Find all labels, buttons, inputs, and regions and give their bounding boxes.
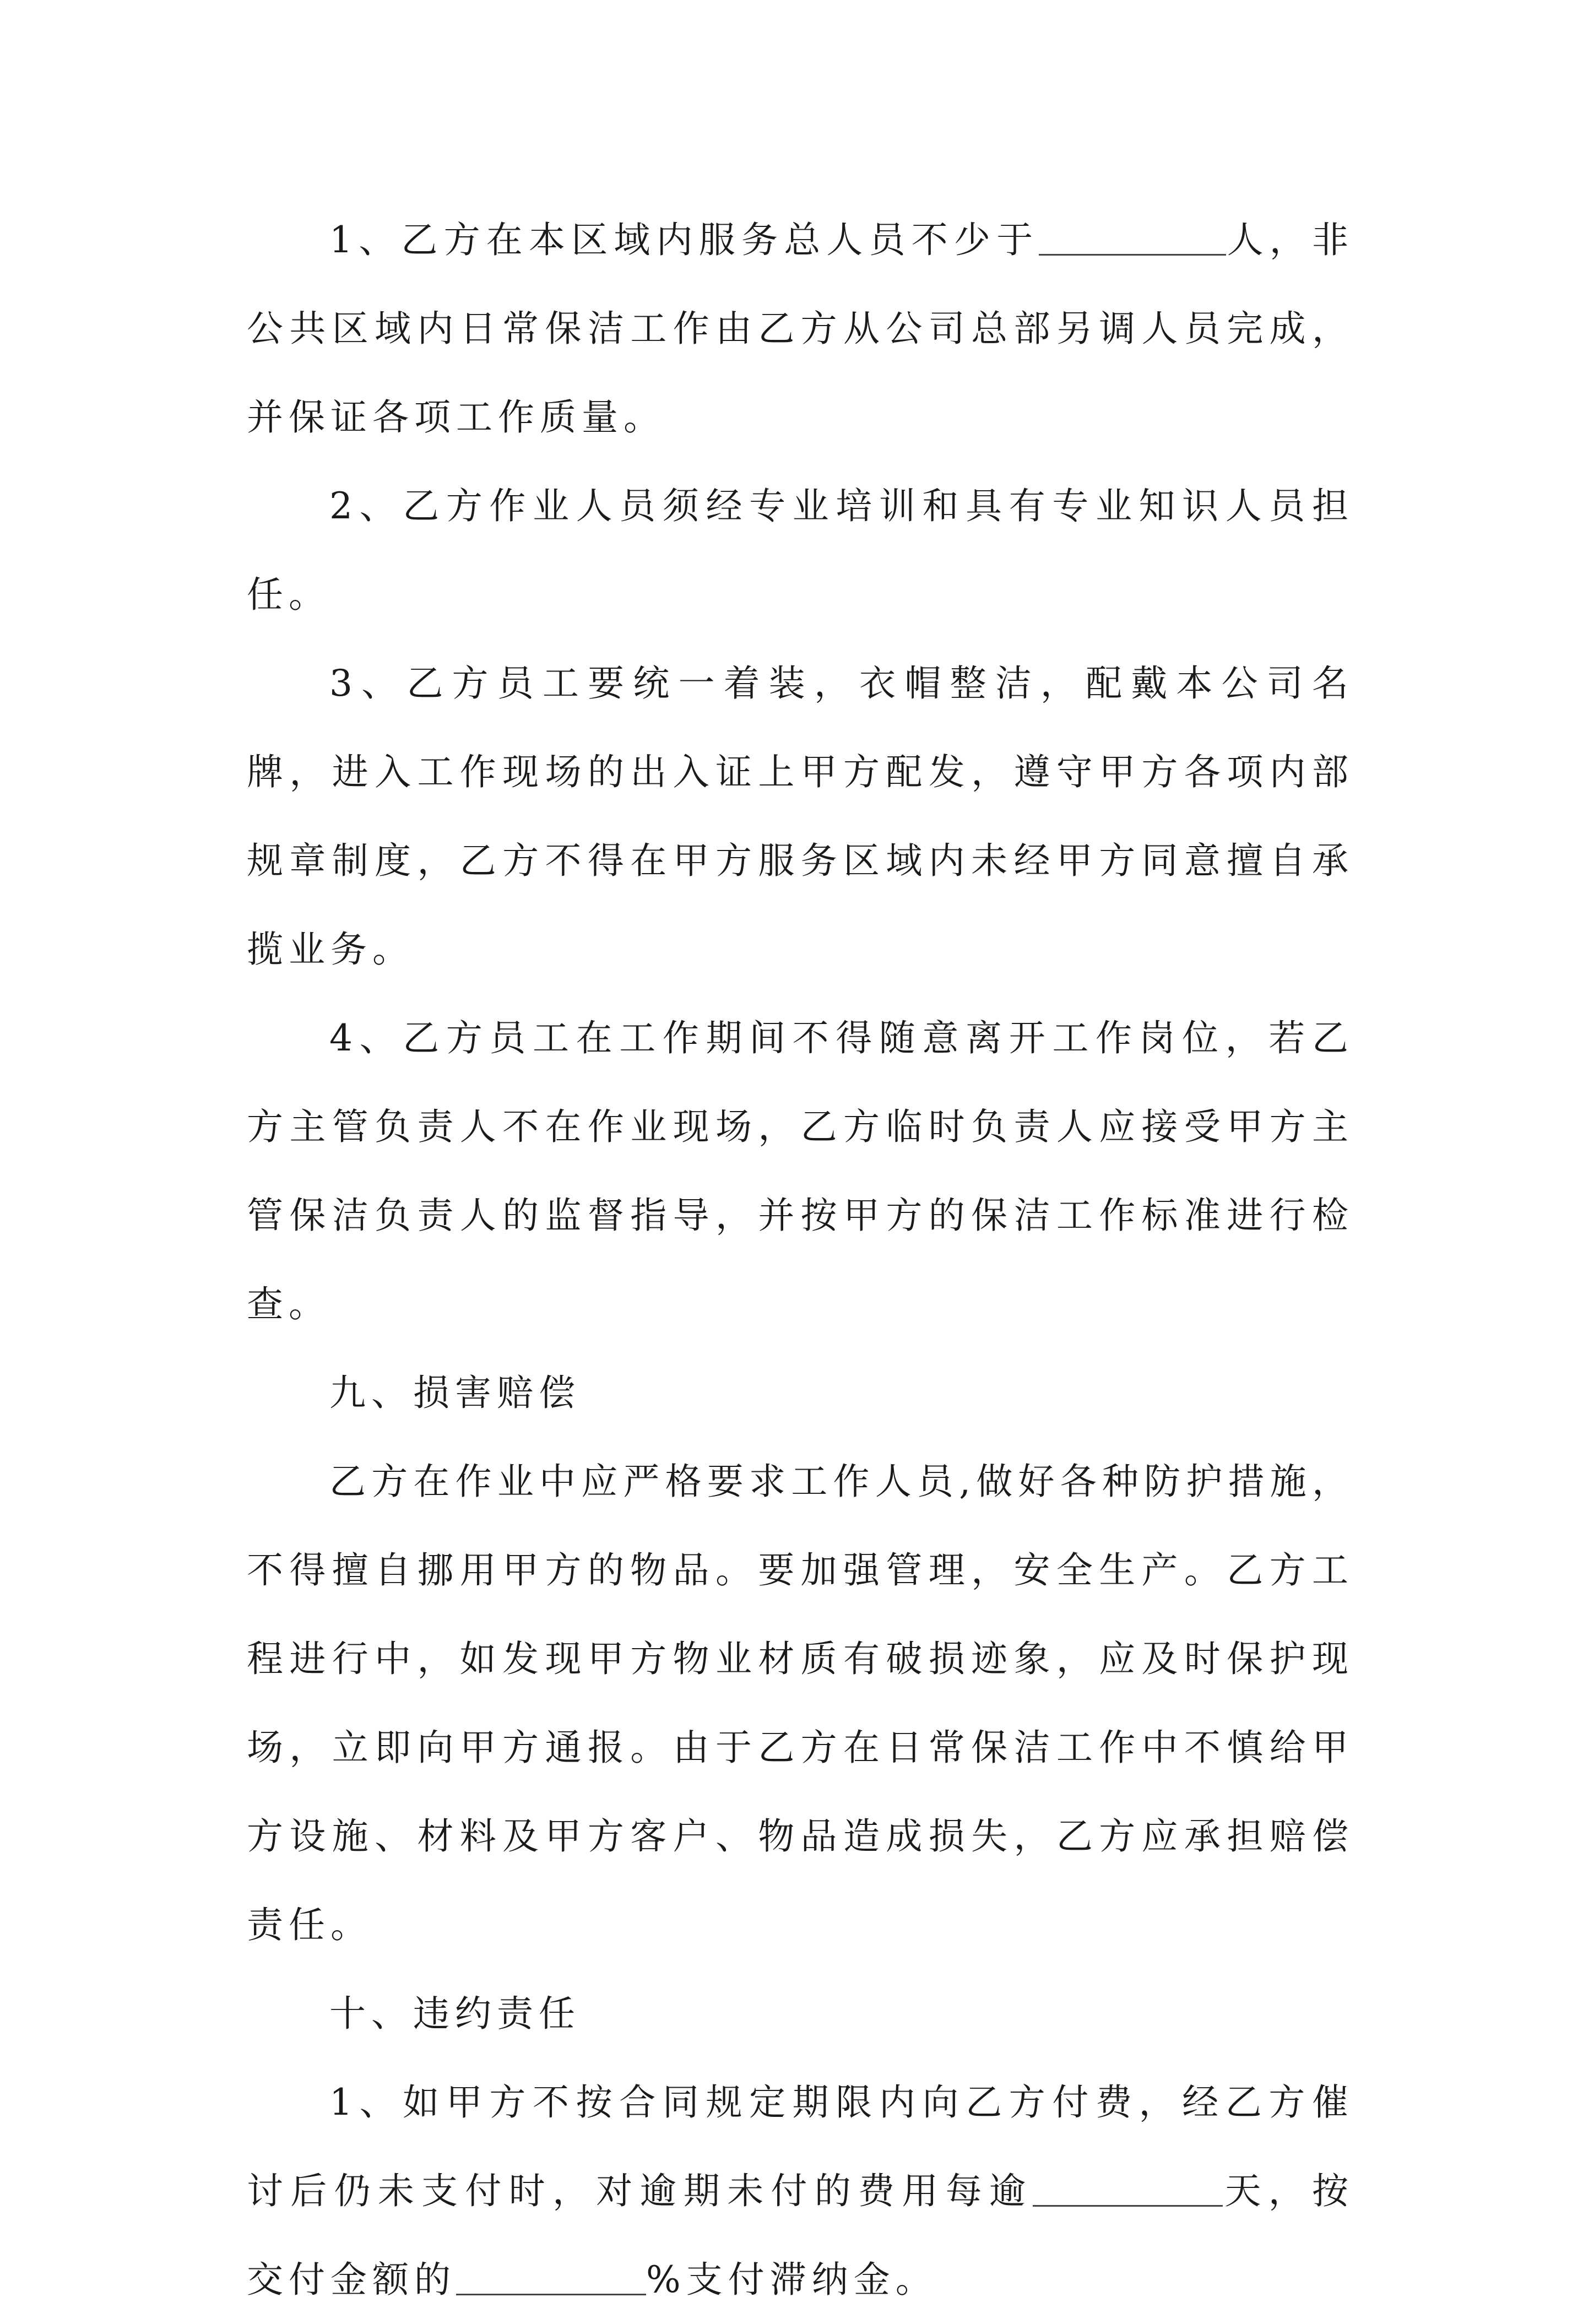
clause-late-payment-text-a: 1、如甲方不按合同规定期限内向乙方付费，经乙方催讨后仍未支付时，对逾期未付的费用每逾 bbox=[247, 2081, 1354, 2212]
overdue-days-blank[interactable] bbox=[1033, 2169, 1223, 2207]
clause-staff-training: 2、乙方作业人员须经专业培训和具有专业知识人员担任。 bbox=[247, 485, 1354, 616]
staff-count-blank[interactable] bbox=[1039, 218, 1226, 256]
clause-late-payment bbox=[247, 2058, 1354, 2324]
clause-staff-count bbox=[247, 196, 1354, 462]
clause-staff-count-text-a: 1、乙方在本区域内服务总人员不少于 bbox=[329, 219, 1039, 261]
clause-damages: 乙方在作业中应严格要求工作人员,做好各种防护措施，不得擅自挪用甲方的物品。要加强管理，安全生产。乙方工程进行中，如发现甲方物业材质有破损迹象，应及时保护现场，立即向甲方通报。由于乙方在日常保洁工作中不慎给甲方设施、材料及甲方客户、物品造成损失，乙方应承担赔偿责任。 bbox=[247, 1460, 1354, 1946]
document-body bbox=[247, 196, 1354, 2324]
section-heading-damages: 九、损害赔偿 bbox=[329, 1372, 581, 1414]
section-heading-breach: 十、违约责任 bbox=[329, 1992, 581, 2035]
late-fee-percent-blank[interactable] bbox=[456, 2257, 646, 2295]
clause-late-payment-text-b: 天，按交付金额的 bbox=[247, 2170, 1354, 2301]
clause-staff-count-text-b: 人，非公共区域内日常保洁工作由乙方从公司总部另调人员完成，并保证各项工作质量。 bbox=[247, 219, 1354, 438]
clause-staff-uniform: 3、乙方员工要统一着装，衣帽整洁，配戴本公司名牌，进入工作现场的出入证上甲方配发，遵守甲方各项内部规章制度，乙方不得在甲方服务区域内未经甲方同意擅自承揽业务。 bbox=[247, 662, 1354, 971]
clause-staff-duty: 4、乙方员工在工作期间不得随意离开工作岗位，若乙方主管负责人不在作业现场，乙方临时负责人应接受甲方主管保洁负责人的监督指导，并按甲方的保洁工作标准进行检查。 bbox=[247, 1017, 1354, 1325]
clause-late-payment-text-c: %支付滞纳金。 bbox=[646, 2258, 937, 2301]
